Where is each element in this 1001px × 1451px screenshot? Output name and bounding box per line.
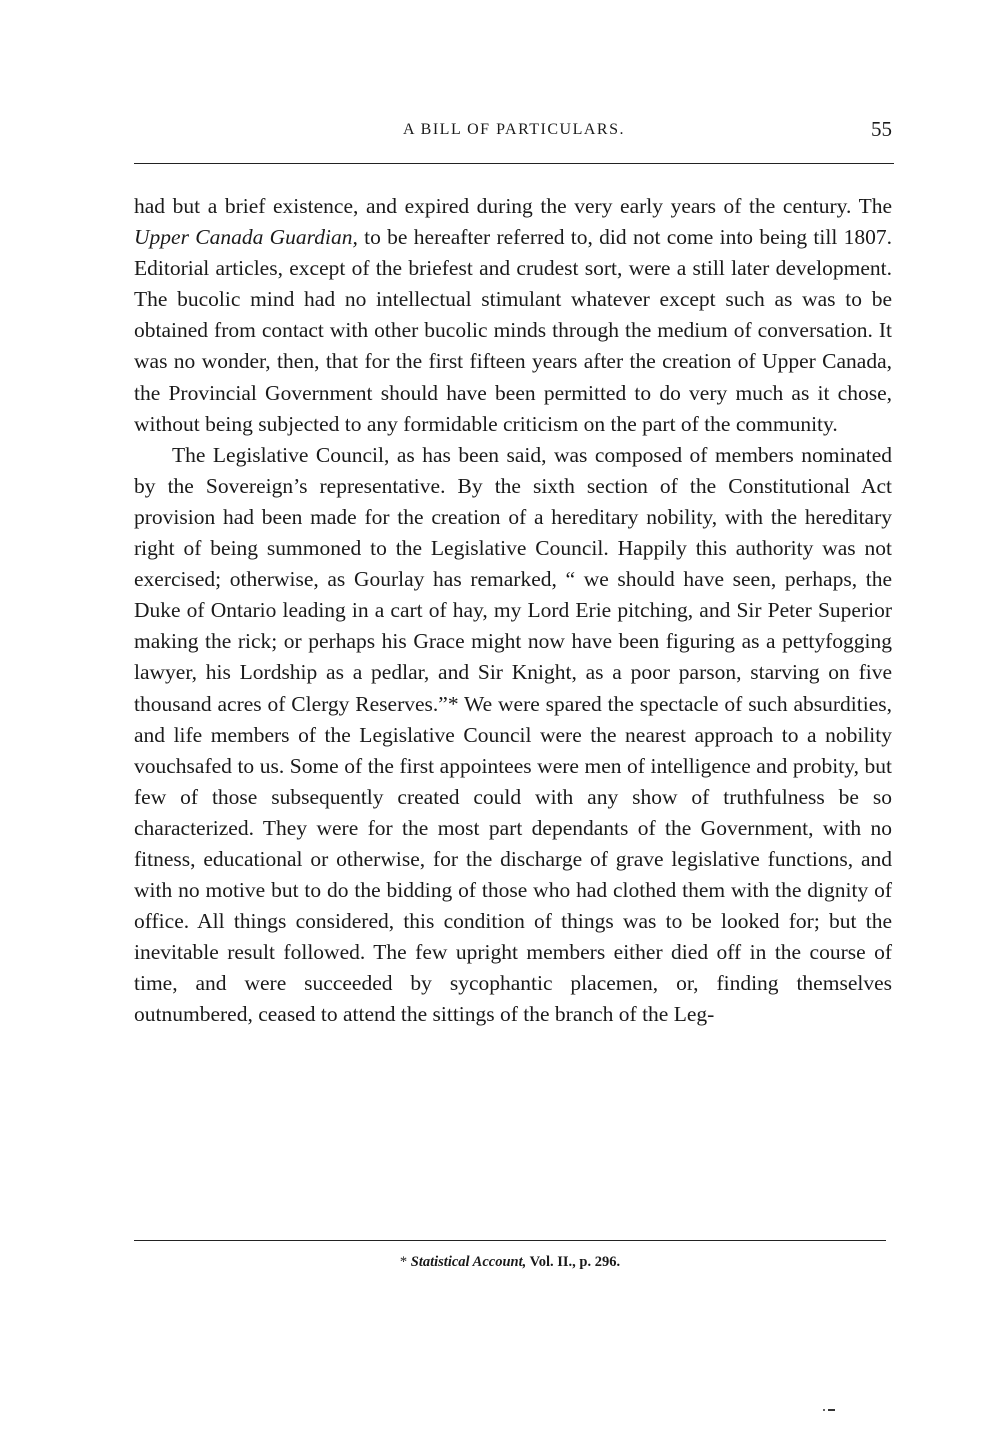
footnote-reference: Vol. II., p. 296. <box>526 1254 621 1270</box>
paragraph-1-text-b: to be hereafter referred to, did not come into being till 1807. Editorial articles, except of the briefest and crudest sort, were a still later development. The bucolic mind had no intellectual stimulant whatever except such as was to be obtained from contact with other bucolic minds through the medium of conversation. It was no wonder, then, that for the first fifteen years after the creation of Upper Canada, the Provincial Government should have been permitted to do very much as it chose, without being subjected to any formidable criticism on the part of the community. <box>134 225 892 436</box>
footnote-marker: * <box>399 1254 411 1270</box>
header-rule <box>134 163 894 164</box>
newspaper-title: Upper Canada Guardian, <box>134 225 358 250</box>
footnote <box>134 1254 886 1271</box>
paragraph-1-text-a: had but a brief existence, and expired during the very early years of the century. The <box>134 194 892 218</box>
running-head <box>134 117 894 145</box>
body-text <box>134 191 892 1031</box>
paragraph-1 <box>134 191 892 440</box>
page-number: 55 <box>871 117 892 141</box>
paragraph-2: The Legislative Council, as has been said, was composed of members nominated by the Sovereign’s representative. By the sixth section of the Constitutional Act provision had been made for the creation of a hereditary nobility, with the hereditary right of being summoned to the Legislative Council. Happily this authority was not exercised; otherwise, as Gourlay has remarked, “ we should have seen, perhaps, the Duke of Ontario leading in a cart of hay, my Lord Erie pitching, and Sir Peter Superior making the rick; or perhaps his Grace might now have been figuring as a pettyfogging lawyer, his Lordship as a pedlar, and Sir Knight, as a poor parson, starving on five thousand acres of Clergy Reserves.”* We were spared the spectacle of such absurdities, and life members of the Legislative Council were the nearest approach to a nobility vouchsafed to us. Some of the first appointees were men of intelligence and probity, but few of those subsequently created could with any show of truthfulness be so characterized. They were for the most part dependants of the Government, with no fitness, educational or otherwise, for the discharge of grave legislative functions, and with no motive but to do the bidding of those who had clothed them with the dignity of office. All things considered, this condition of things was to be looked for; but the inevitable result followed. The few upright members either died off in the course of time, and were succeeded by sycophantic placemen, or, finding themselves outnumbered, ceased to attend the sittings of the branch of the Leg- <box>134 442 892 1027</box>
running-title: A BILL OF PARTICULARS. <box>403 121 625 138</box>
ink-speck <box>822 1408 836 1412</box>
footnote-source-title: Statistical Account, <box>410 1254 527 1270</box>
footnote-rule <box>134 1240 886 1241</box>
